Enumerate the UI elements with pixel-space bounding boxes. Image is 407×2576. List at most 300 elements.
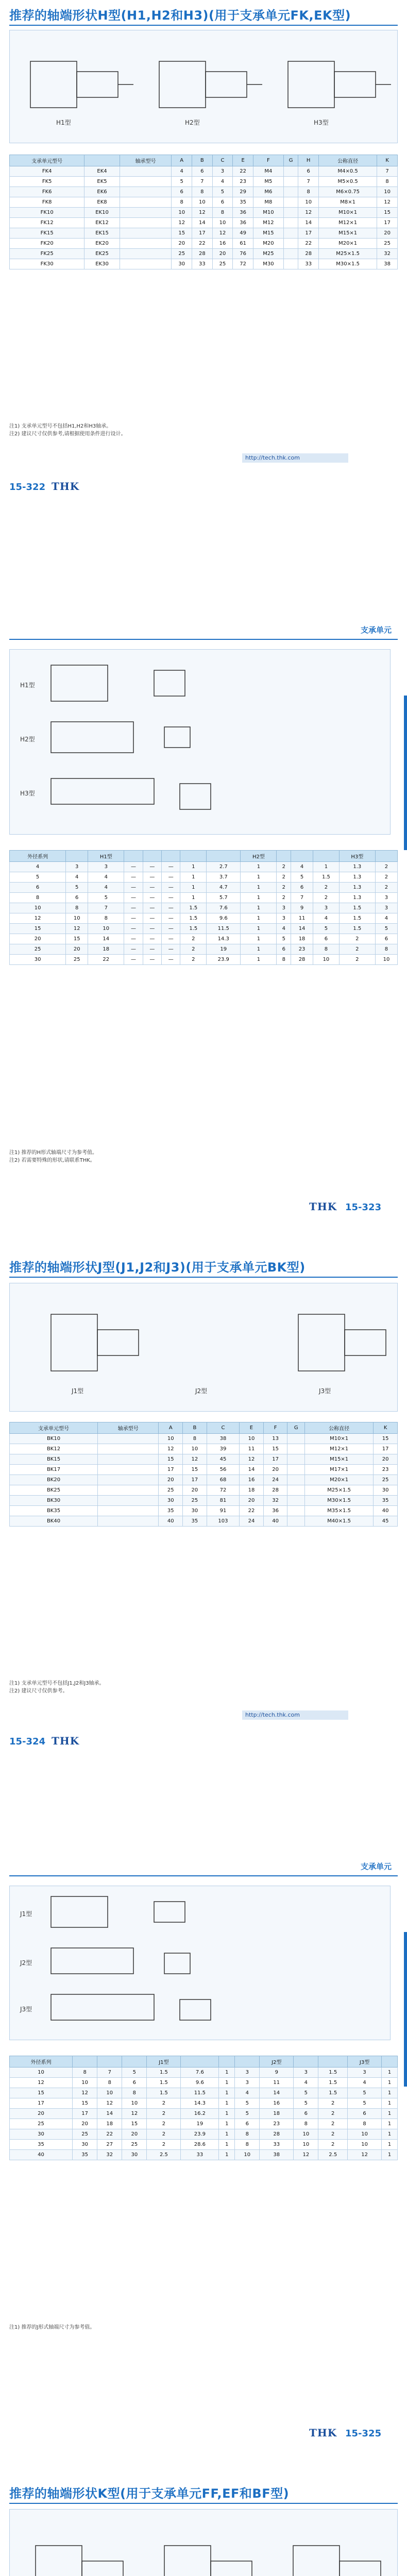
table-row xyxy=(10,2109,398,2119)
column-header xyxy=(375,851,397,862)
table-cell: 1.3 xyxy=(339,883,375,893)
shaft-drawing xyxy=(10,650,391,835)
table-cell: — xyxy=(124,944,143,955)
table-cell: 5 xyxy=(294,2098,318,2109)
table-cell: 1 xyxy=(219,2078,235,2088)
table-cell: 40 xyxy=(374,1506,398,1516)
column-header xyxy=(382,2056,398,2067)
diagram-label: H3型 xyxy=(20,790,35,797)
table-cell: 12 xyxy=(377,197,398,208)
table-cell: 20 xyxy=(10,2109,73,2119)
table-cell: 14 xyxy=(291,924,313,934)
table-cell: BK10 xyxy=(10,1434,98,1444)
table-cell: EK20 xyxy=(84,239,120,249)
table-cell xyxy=(98,1496,159,1506)
table-cell: FK4 xyxy=(10,166,84,177)
table-cell: 9 xyxy=(291,903,313,913)
table-cell: 2.5 xyxy=(147,2150,181,2160)
table-cell: 2 xyxy=(339,934,375,944)
table-cell xyxy=(287,1506,305,1516)
table-cell: 10 xyxy=(88,924,124,934)
table-cell: 24 xyxy=(240,1516,264,1527)
table-cell xyxy=(98,1444,159,1454)
table-row xyxy=(10,1496,398,1506)
table-cell: 16 xyxy=(212,239,233,249)
table-cell: 16 xyxy=(240,1475,264,1485)
table-row xyxy=(10,1485,398,1496)
table-cell: 1 xyxy=(241,883,277,893)
table-cell: 11 xyxy=(240,1444,264,1454)
table-cell: 1 xyxy=(219,2129,235,2140)
table-row xyxy=(10,259,398,269)
table-cell: 2 xyxy=(147,2140,181,2150)
table-cell: EK30 xyxy=(84,259,120,269)
table-cell xyxy=(120,197,172,208)
table-cell: 27 xyxy=(97,2140,122,2150)
table-cell: 23.9 xyxy=(207,955,241,965)
table-cell: 7 xyxy=(97,2067,122,2078)
table-cell: 36 xyxy=(263,1506,287,1516)
table-cell: 4 xyxy=(277,924,291,934)
table-cell xyxy=(120,208,172,218)
table-cell: 13 xyxy=(263,1434,287,1444)
table-cell: 3 xyxy=(277,903,291,913)
table-cell: EK4 xyxy=(84,166,120,177)
table-cell: BK35 xyxy=(10,1506,98,1516)
table-cell: 30 xyxy=(159,1496,183,1506)
table-cell: 56 xyxy=(207,1465,239,1475)
table-row xyxy=(10,1444,398,1454)
table-cell: 18 xyxy=(240,1485,264,1496)
column-header xyxy=(313,851,340,862)
table-cell: 35 xyxy=(159,1506,183,1516)
table-cell: M20×1 xyxy=(305,1475,374,1485)
table-cell: 20 xyxy=(240,1496,264,1506)
table-cell: — xyxy=(143,924,161,934)
table-cell: 10 xyxy=(10,903,66,913)
table-cell: M30 xyxy=(253,259,283,269)
table-cell: 3 xyxy=(313,903,340,913)
table-cell: 25 xyxy=(10,944,66,955)
table-cell: 10 xyxy=(159,1434,183,1444)
table-cell: 15 xyxy=(377,208,398,218)
table-cell: 20 xyxy=(263,1465,287,1475)
table-cell: 10 xyxy=(66,913,88,924)
table-cell: 1.5 xyxy=(318,2088,348,2098)
table-cell: 1 xyxy=(241,955,277,965)
column-header xyxy=(124,851,143,862)
table-cell: — xyxy=(124,893,143,903)
table-cell: 72 xyxy=(233,259,253,269)
table-cell: — xyxy=(143,872,161,883)
table-cell: 8 xyxy=(294,2119,318,2129)
table-cell: BK25 xyxy=(10,1485,98,1496)
table-cell: 1 xyxy=(241,903,277,913)
table-cell: 11.5 xyxy=(181,2088,219,2098)
table-cell: — xyxy=(124,862,143,872)
column-header: H1型 xyxy=(88,851,124,862)
table-cell: 2 xyxy=(313,893,340,903)
column-header: 轴承型号 xyxy=(120,155,172,166)
table-cell: M4 xyxy=(253,166,283,177)
diagram-label: H2型 xyxy=(185,119,200,126)
table-cell: 33 xyxy=(260,2140,294,2150)
diagram-label: H3型 xyxy=(314,119,329,126)
table-cell: — xyxy=(143,913,161,924)
shaft-drawing xyxy=(10,1886,391,2041)
table-cell: 5 xyxy=(235,2109,260,2119)
table-cell: M25×1.5 xyxy=(319,249,377,259)
shaft-diagram xyxy=(9,1886,391,2040)
section-label: 支承单元 xyxy=(360,1862,392,1871)
table-cell: M8×1 xyxy=(319,197,377,208)
table-cell: 1 xyxy=(241,944,277,955)
table-cell: 3 xyxy=(294,2067,318,2078)
table-cell: 15 xyxy=(159,1454,183,1465)
table-notes: 注1) 支承单元型号不包括J1,J2和J3轴承。 注2) 建议尺寸仅供参考。 xyxy=(9,1681,105,1694)
table-cell: 8 xyxy=(88,913,124,924)
table-cell: 5 xyxy=(348,2098,382,2109)
table-row xyxy=(10,208,398,218)
table-row xyxy=(10,187,398,197)
table-cell: 32 xyxy=(97,2150,122,2160)
catalog-page-4 xyxy=(0,1850,407,2463)
table-cell: 22 xyxy=(88,955,124,965)
table-cell: 1.5 xyxy=(180,913,207,924)
table-cell: 24 xyxy=(263,1475,287,1485)
table-cell: 3 xyxy=(88,862,124,872)
table-cell: 25 xyxy=(212,259,233,269)
table-cell: — xyxy=(162,934,180,944)
column-header: B xyxy=(192,155,213,166)
table-row xyxy=(10,2150,398,2160)
table-cell: 8 xyxy=(172,197,192,208)
column-header xyxy=(277,851,291,862)
table-cell: 14 xyxy=(192,218,213,228)
table-cell: 2 xyxy=(277,872,291,883)
column-header: F xyxy=(253,155,283,166)
table-cell: 20 xyxy=(73,2119,97,2129)
table-cell: 8 xyxy=(235,2129,260,2140)
table-cell: 5 xyxy=(172,177,192,187)
table-cell: 35 xyxy=(233,197,253,208)
table-cell: 1.5 xyxy=(313,872,340,883)
table-cell: 10 xyxy=(348,2140,382,2150)
table-cell: FK25 xyxy=(10,249,84,259)
table-cell: 15 xyxy=(73,2098,97,2109)
table-cell: 49 xyxy=(233,228,253,239)
table-cell: 19 xyxy=(207,944,241,955)
table-row xyxy=(10,239,398,249)
table-cell: — xyxy=(162,924,180,934)
table-cell xyxy=(287,1454,305,1465)
header-line xyxy=(9,639,398,640)
table-cell: 15 xyxy=(10,2088,73,2098)
table-cell: 10 xyxy=(294,2129,318,2140)
table-cell: 6 xyxy=(348,2109,382,2119)
table-cell: 5 xyxy=(348,2088,382,2098)
table-cell: 4 xyxy=(172,166,192,177)
table-cell: 30 xyxy=(122,2150,147,2160)
table-notes: 注1) 支承单元型号不包括H1,H2和H3轴承。 注2) 建议尺寸仅供参考,请根据使用条件进行设计。 xyxy=(9,423,126,437)
table-cell: M20 xyxy=(253,239,283,249)
table-cell: BK20 xyxy=(10,1475,98,1485)
column-header xyxy=(294,2056,318,2067)
table-cell xyxy=(98,1516,159,1527)
table-cell: — xyxy=(124,955,143,965)
table-cell: 2 xyxy=(180,934,207,944)
table-cell: FK5 xyxy=(10,177,84,187)
table-row xyxy=(10,903,398,913)
table-cell: 35 xyxy=(374,1496,398,1506)
column-header xyxy=(181,2056,219,2067)
table-cell: 17 xyxy=(192,228,213,239)
table-cell: 8 xyxy=(122,2088,147,2098)
table-cell: 20 xyxy=(122,2129,147,2140)
shaft-diagram xyxy=(9,1283,398,1412)
table-cell xyxy=(98,1485,159,1496)
table-cell: 1 xyxy=(241,934,277,944)
table-cell: 1 xyxy=(241,862,277,872)
table-cell: 2.7 xyxy=(207,862,241,872)
table-row xyxy=(10,2129,398,2140)
table-cell xyxy=(283,218,298,228)
table-cell: 1 xyxy=(219,2150,235,2160)
table-cell: 40 xyxy=(159,1516,183,1527)
table-cell: 45 xyxy=(207,1454,239,1465)
table-cell: 1 xyxy=(382,2119,398,2129)
table-cell: 12 xyxy=(240,1454,264,1465)
table-cell: 1 xyxy=(382,2129,398,2140)
table-cell: FK6 xyxy=(10,187,84,197)
table-cell: 11 xyxy=(291,913,313,924)
table-row xyxy=(10,1434,398,1444)
table-cell: M15×1 xyxy=(305,1454,374,1465)
table-cell: 23 xyxy=(374,1465,398,1475)
table-cell: 20 xyxy=(66,944,88,955)
table-cell: M25×1.5 xyxy=(305,1485,374,1496)
table-cell: 103 xyxy=(207,1516,239,1527)
diagram-label: J2型 xyxy=(20,1959,32,1967)
table-cell: 9 xyxy=(260,2067,294,2078)
table-cell: 12 xyxy=(348,2150,382,2160)
table-cell: 25 xyxy=(73,2129,97,2140)
table-cell: 10 xyxy=(73,2078,97,2088)
table-row xyxy=(10,893,398,903)
table-cell: 28 xyxy=(298,249,319,259)
table-cell: 1 xyxy=(382,2109,398,2119)
table-cell: 3 xyxy=(375,903,397,913)
table-cell: 8 xyxy=(73,2067,97,2078)
table-cell: 2 xyxy=(318,2140,348,2150)
table-cell xyxy=(287,1434,305,1444)
table-cell: 12 xyxy=(66,924,88,934)
table-cell xyxy=(287,1516,305,1527)
table-cell: EK10 xyxy=(84,208,120,218)
column-header: 支承单元型号 xyxy=(10,155,84,166)
table-cell: 15 xyxy=(66,934,88,944)
table-row xyxy=(10,2098,398,2109)
page-title: 推荐的轴端形状J型(J1,J2和J3)(用于支承单元BK型) xyxy=(9,1260,306,1275)
table-cell: 1.3 xyxy=(339,893,375,903)
table-cell: 18 xyxy=(291,934,313,944)
section-label: 支承单元 xyxy=(360,625,392,635)
table-cell: 4 xyxy=(88,883,124,893)
table-cell: 12 xyxy=(294,2150,318,2160)
table-cell: BK40 xyxy=(10,1516,98,1527)
column-header: K xyxy=(377,155,398,166)
table-cell: EK15 xyxy=(84,228,120,239)
table-cell: 22 xyxy=(233,166,253,177)
table-cell: 1 xyxy=(219,2109,235,2119)
table-cell xyxy=(287,1475,305,1485)
table-cell: 22 xyxy=(97,2129,122,2140)
table-cell: 91 xyxy=(207,1506,239,1516)
table-cell xyxy=(283,187,298,197)
table-cell: 22 xyxy=(240,1506,264,1516)
table-cell: M10×1 xyxy=(319,208,377,218)
table-cell xyxy=(120,177,172,187)
table-cell: 4 xyxy=(294,2078,318,2088)
table-header-row xyxy=(10,1422,398,1434)
diagram-label: J1型 xyxy=(72,1387,84,1395)
table-cell: M12×1 xyxy=(319,218,377,228)
diagram-label: J3型 xyxy=(319,1387,331,1395)
table-cell: 23 xyxy=(260,2119,294,2129)
table-cell: 10 xyxy=(298,197,319,208)
column-header xyxy=(143,851,161,862)
column-header xyxy=(291,851,313,862)
table-cell xyxy=(98,1434,159,1444)
url-bar[interactable]: http://tech.thk.com xyxy=(242,1710,348,1720)
table-cell: 23 xyxy=(233,177,253,187)
table-cell: 2 xyxy=(147,2119,181,2129)
table-row xyxy=(10,197,398,208)
table-cell xyxy=(120,239,172,249)
table-cell: 6 xyxy=(192,166,213,177)
table-cell: 33 xyxy=(192,259,213,269)
catalog-page-5 xyxy=(0,2463,407,2576)
shaft-drawing xyxy=(10,2510,398,2576)
table-cell: 17 xyxy=(263,1454,287,1465)
table-cell: 5 xyxy=(88,893,124,903)
column-header: 公称直径 xyxy=(305,1422,374,1434)
table-cell: 15 xyxy=(172,228,192,239)
table-cell xyxy=(98,1454,159,1465)
table-cell: 20 xyxy=(212,249,233,259)
table-cell: 36 xyxy=(233,208,253,218)
page-number: 15-325 xyxy=(345,2428,382,2439)
table-cell: M6×0.75 xyxy=(319,187,377,197)
table-header-row xyxy=(10,2056,398,2067)
table-cell: 25 xyxy=(66,955,88,965)
table-cell: 29 xyxy=(233,187,253,197)
table-cell: 2 xyxy=(375,883,397,893)
brand-logo: THK xyxy=(52,1735,80,1747)
table-cell: 38 xyxy=(207,1434,239,1444)
table-cell: 2 xyxy=(375,862,397,872)
table-cell: 1 xyxy=(219,2098,235,2109)
table-row xyxy=(10,2067,398,2078)
table-cell: 15 xyxy=(10,924,66,934)
table-cell: 22 xyxy=(298,239,319,249)
table-cell: 10 xyxy=(235,2150,260,2160)
table-cell: 3 xyxy=(212,166,233,177)
table-cell: 2.5 xyxy=(318,2150,348,2160)
column-header: 公称直径 xyxy=(319,155,377,166)
table-cell: 20 xyxy=(159,1475,183,1485)
table-row xyxy=(10,913,398,924)
table-cell: 5 xyxy=(235,2098,260,2109)
table-cell: 7.6 xyxy=(207,903,241,913)
page-number: 15-324 xyxy=(9,1736,46,1747)
table-row xyxy=(10,883,398,893)
table-cell xyxy=(98,1475,159,1485)
dimension-table xyxy=(9,1422,398,1527)
table-row xyxy=(10,2140,398,2150)
table-cell: 2 xyxy=(313,883,340,893)
table-cell: 10 xyxy=(10,2067,73,2078)
table-row xyxy=(10,955,398,965)
table-cell: 25 xyxy=(10,2119,73,2129)
table-cell: 6 xyxy=(277,944,291,955)
table-cell: 2 xyxy=(318,2129,348,2140)
table-cell: 8 xyxy=(298,187,319,197)
table-cell: 30 xyxy=(73,2140,97,2150)
column-header xyxy=(122,2056,147,2067)
column-header: H2型 xyxy=(241,851,277,862)
table-cell: 1 xyxy=(180,872,207,883)
table-cell xyxy=(120,187,172,197)
table-cell: 8 xyxy=(192,187,213,197)
table-cell: 14.3 xyxy=(207,934,241,944)
table-cell: 6 xyxy=(294,2109,318,2119)
table-cell: 1.5 xyxy=(147,2088,181,2098)
table-cell: 6 xyxy=(10,883,66,893)
table-cell: 15 xyxy=(263,1444,287,1454)
table-cell: 20 xyxy=(374,1454,398,1465)
column-header xyxy=(219,2056,235,2067)
diagram-label: H1型 xyxy=(20,682,35,689)
table-cell: 10 xyxy=(348,2129,382,2140)
table-cell: 18 xyxy=(260,2109,294,2119)
table-cell: — xyxy=(143,893,161,903)
table-cell: 12 xyxy=(159,1444,183,1454)
table-cell: 15 xyxy=(183,1465,207,1475)
page-title: 推荐的轴端形状K型(用于支承单元FF,EF和BF型) xyxy=(9,2486,290,2501)
table-cell: 1 xyxy=(180,893,207,903)
url-bar[interactable]: http://tech.thk.com xyxy=(242,453,348,463)
shaft-diagram xyxy=(9,2509,398,2576)
table-cell: 10 xyxy=(212,218,233,228)
table-cell: 2 xyxy=(318,2119,348,2129)
table-cell: 1 xyxy=(241,872,277,883)
table-cell: 2 xyxy=(375,872,397,883)
table-cell: 11.5 xyxy=(207,924,241,934)
table-cell: 1 xyxy=(382,2150,398,2160)
column-header xyxy=(207,851,241,862)
table-cell: 1 xyxy=(382,2088,398,2098)
header-line xyxy=(9,1875,398,1876)
table-cell xyxy=(287,1485,305,1496)
table-cell: 10 xyxy=(192,197,213,208)
table-cell: 7 xyxy=(291,893,313,903)
column-header: K xyxy=(374,1422,398,1434)
table-cell: EK12 xyxy=(84,218,120,228)
table-cell: — xyxy=(162,893,180,903)
table-cell: 3 xyxy=(348,2067,382,2078)
table-cell: FK12 xyxy=(10,218,84,228)
